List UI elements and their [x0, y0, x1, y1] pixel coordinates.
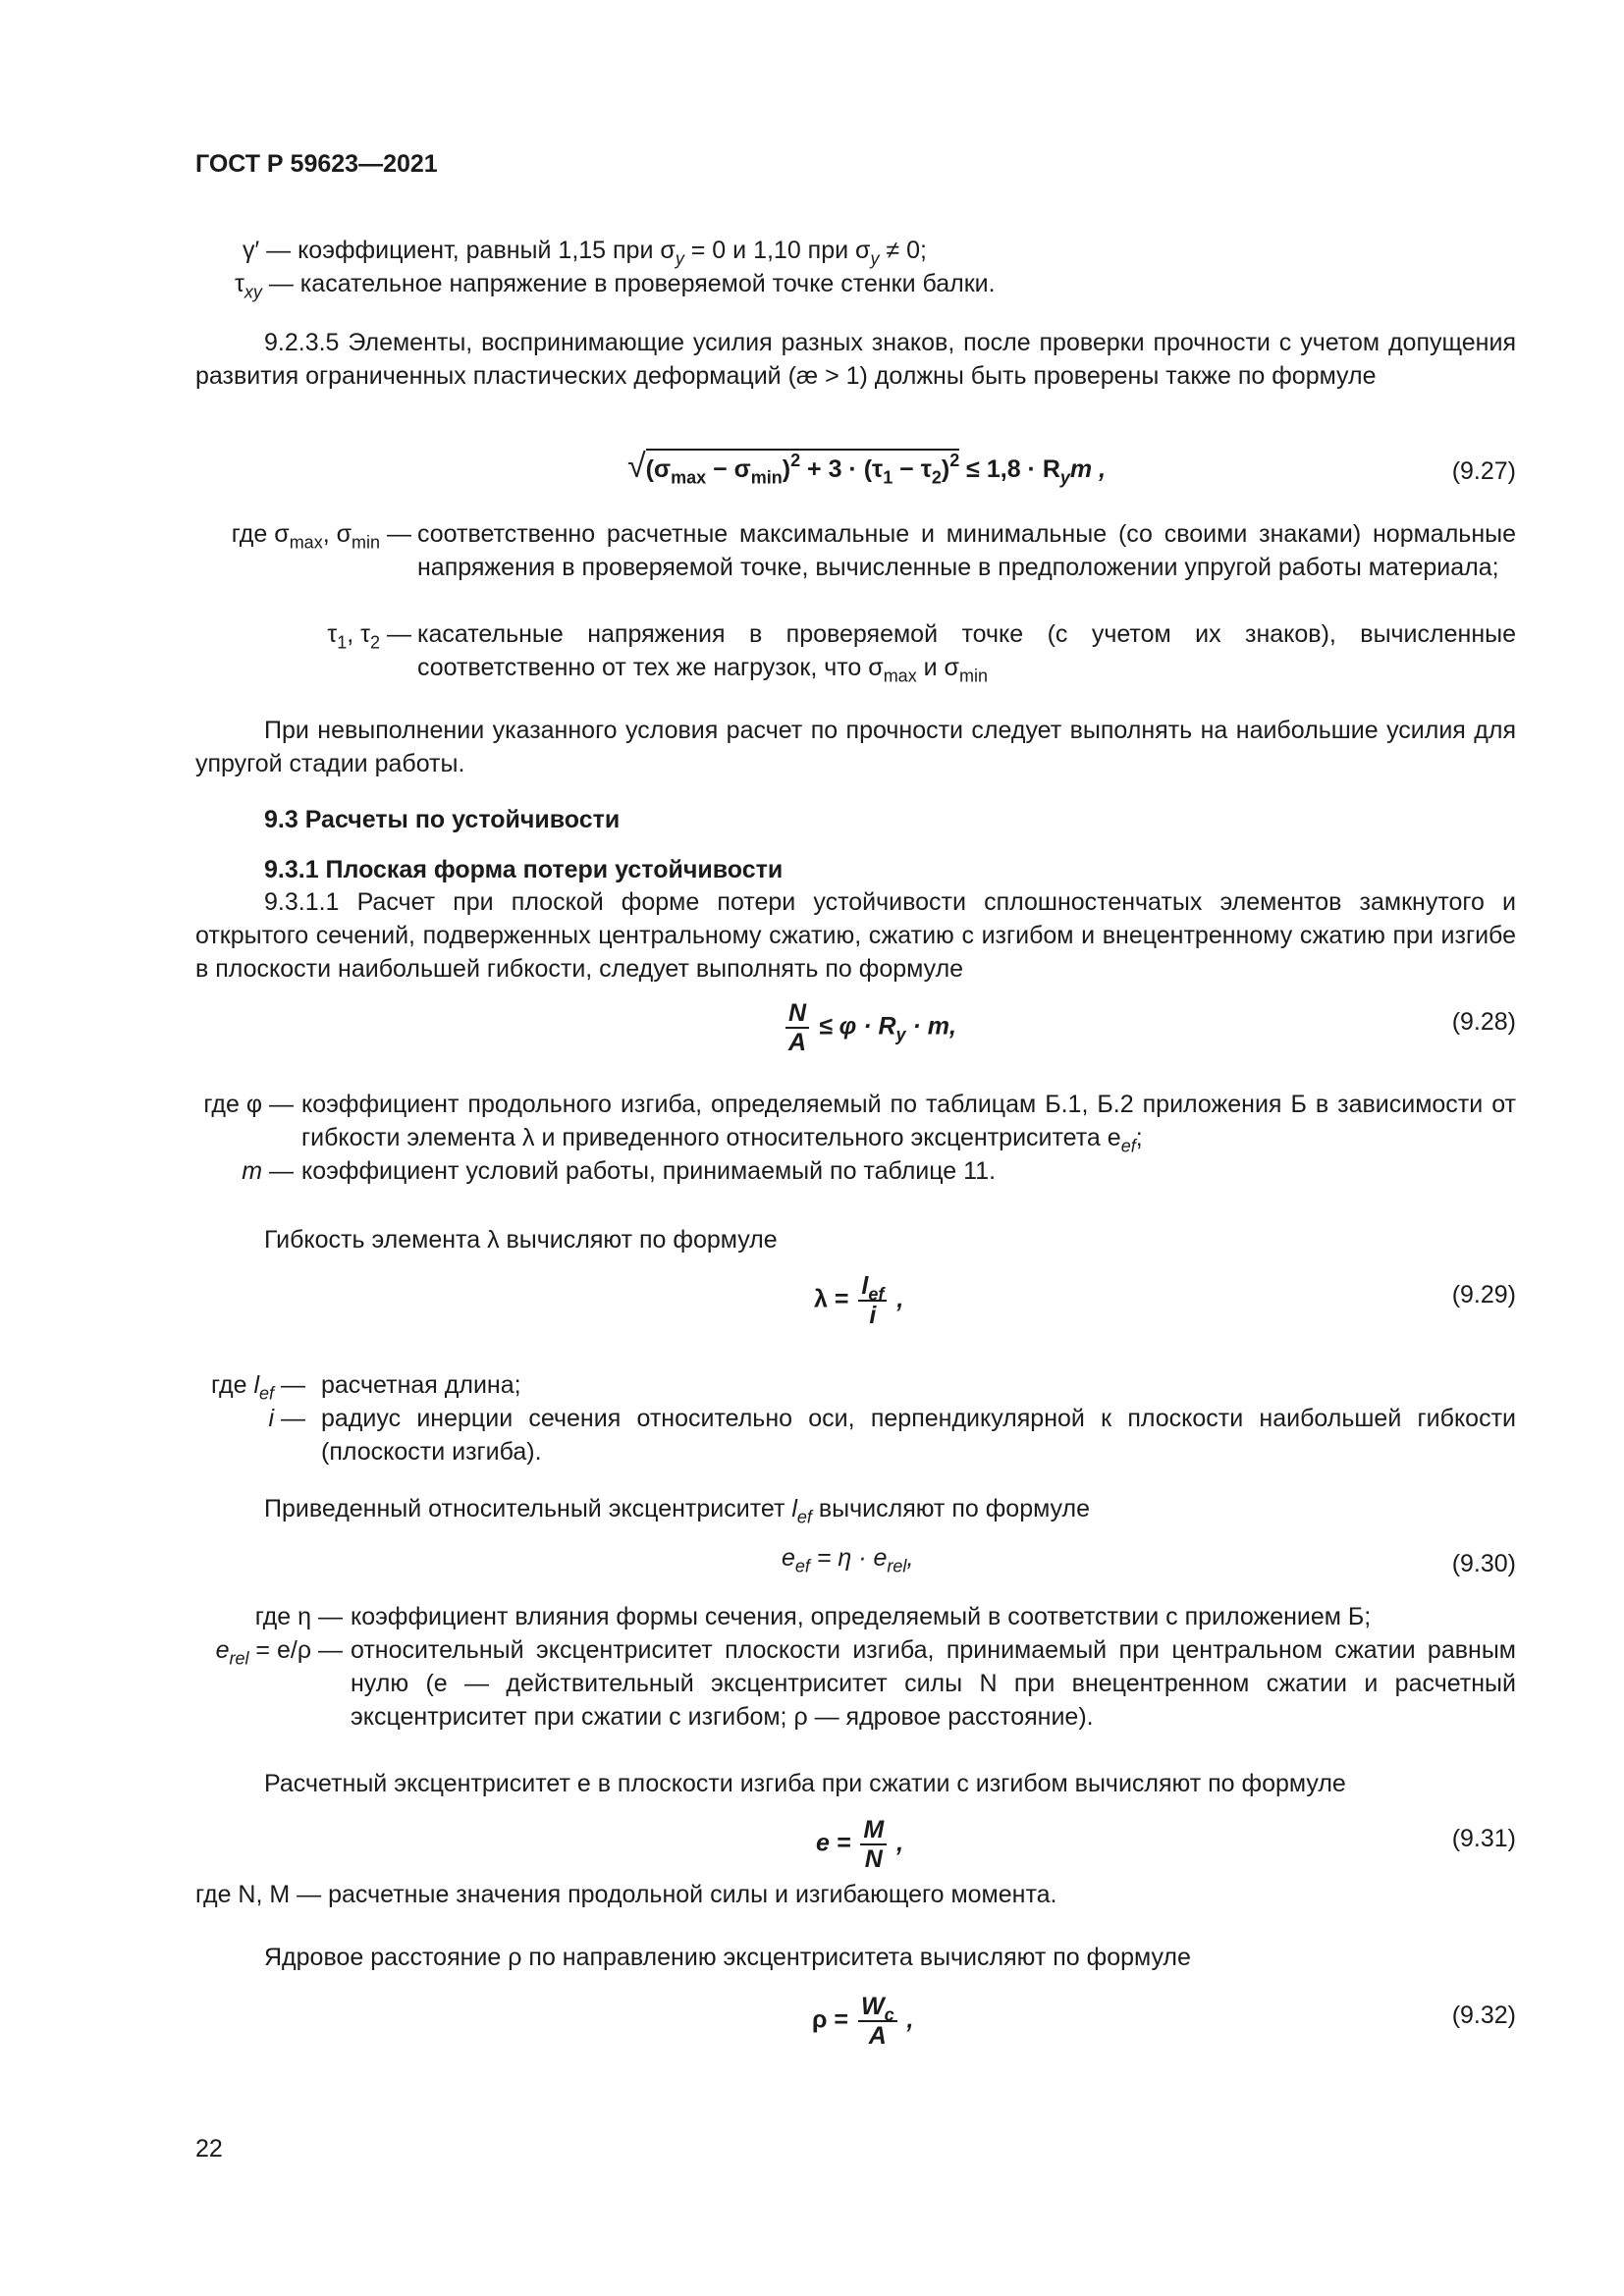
term-part: = e/ρ — [248, 1636, 312, 1664]
legend-9-27 — [195, 517, 1516, 694]
sqrt-sign: √ — [627, 448, 646, 485]
fraction — [785, 999, 809, 1056]
fraction — [858, 1993, 897, 2050]
desc-sub: ef — [1120, 1136, 1136, 1156]
term-part: τ — [327, 620, 338, 648]
term-sub: ef — [259, 1383, 275, 1404]
eq-part: (σ — [645, 455, 672, 483]
paragraph-e: Расчетный эксцентриситет e в плоскости изгиба при сжатии с изгибом вычисляют по формуле — [264, 1770, 1346, 1797]
sqrt-content — [646, 449, 960, 486]
fraction-numerator — [858, 1272, 887, 1305]
legend-term: i — — [268, 1405, 305, 1432]
fraction — [858, 1272, 887, 1329]
desc-part: касательные напряжения в проверяемой точке (с учетом их знаков), вычисленные соответственно от тех же нагрузок, что σ — [417, 620, 1516, 681]
eq-sub: min — [750, 467, 783, 488]
legend-desc: коэффициент влияния формы сечения, определяемый в соответствии с приложением Б; — [351, 1603, 1372, 1630]
eq-sub: 2 — [931, 467, 942, 488]
eq-part: , — [890, 1285, 904, 1313]
legend-term: γ′ — [243, 237, 260, 264]
desc-sub: max — [883, 666, 917, 686]
equation-body — [782, 1541, 913, 1575]
page-number: 22 — [195, 2135, 223, 2163]
term-part: φ — [245, 1091, 263, 1118]
legend-desc: коэффициент условий работы, принимаемый по таблице 11. — [301, 1157, 997, 1185]
eq-part: ≤ φ · R — [812, 1012, 896, 1041]
eq-part: e — [782, 1544, 795, 1572]
legend-term: где $l_{ef}$ — — [211, 1371, 305, 1404]
fraction — [860, 1816, 887, 1873]
legend-prefix: где — [231, 520, 268, 548]
equation-9-27 — [195, 449, 1516, 507]
legend-desc: расчетная длина; — [321, 1371, 521, 1399]
eq-sup: 2 — [790, 451, 801, 471]
eq-part: m , — [1069, 455, 1107, 483]
fraction-denominator: A — [868, 2022, 887, 2050]
equation-9-28 — [195, 999, 1516, 1058]
eq-part: = η · e — [809, 1544, 888, 1572]
legend-row: $\tau_{xy}$ — касательное напряжение в проверяемой точке стенки балки. — [235, 270, 996, 302]
legend-9-28 — [195, 1088, 1516, 1196]
term-sub: max — [289, 532, 323, 553]
eq-part: , — [899, 2005, 914, 2034]
equation-number: (9.27) — [1451, 457, 1516, 485]
equation-body — [812, 1993, 914, 2050]
eq-part: , — [890, 1829, 904, 1857]
text-part: Приведенный относительный эксцентриситет — [264, 1495, 792, 1522]
legend-prefix: где — [211, 1371, 247, 1399]
term-sub: rel — [229, 1648, 249, 1669]
eq-sub: y — [1059, 467, 1070, 488]
legend-desc: ≠ 0; — [879, 237, 927, 264]
paragraph-93111: 9.3.1.1 Расчет при плоской форме потери устойчивости сплошностенчатых элементов замкнутого и открытого сечений, подверженных центральному сжатию, сжатию с изгибом и внецентренному сжатию при изгибе в плоскости наибольшей гибкости, следует выполнять по формуле — [195, 888, 1516, 983]
term-sub: min — [352, 532, 381, 553]
eq-sub: rel — [887, 1556, 907, 1576]
term-part: , τ — [347, 620, 371, 648]
term-part: l — [253, 1371, 260, 1399]
equation-number: (9.29) — [1451, 1281, 1516, 1308]
term-part: e — [215, 1636, 230, 1664]
section-heading-9-3-1: 9.3.1 Плоская форма потери устойчивости — [264, 856, 784, 883]
eq-part: ) — [941, 455, 950, 483]
equation-number: (9.30) — [1451, 1550, 1516, 1577]
legend-term: где φ — — [203, 1091, 294, 1118]
legend-desc — [301, 1088, 1516, 1154]
equation-number: (9.31) — [1451, 1825, 1516, 1852]
legend-desc: = 0 и 1,10 при σ — [683, 237, 871, 264]
legend-row: γ′ — коэффициент, равный 1,15 при $\sigma_y = 0$ и 1,10 при $\sigma_y \ne 0$; — [243, 237, 927, 269]
legend-term: τ — [235, 270, 244, 297]
eq-sub: max — [671, 467, 707, 488]
eq-sub: y — [895, 1024, 906, 1044]
term-sub: 2 — [370, 632, 381, 653]
fraction-numerator: N — [785, 999, 809, 1029]
fraction-numerator — [858, 1993, 897, 2025]
eq-sub: ef — [794, 1556, 810, 1576]
legend-sub: xy — [244, 282, 262, 302]
legend-top — [195, 234, 1516, 302]
paragraph-rho: Ядровое расстояние ρ по направлению эксцентриситета вычисляют по формуле — [264, 1944, 1191, 1971]
fraction-denominator: A — [788, 1029, 807, 1056]
eq-part: ρ = — [812, 2005, 855, 2034]
equation-body — [816, 1816, 903, 1873]
eq-part: , — [906, 1544, 914, 1572]
legend-term: где $\sigma_{max}$, $\sigma_{min}$ — — [231, 520, 411, 553]
fraction-denominator: i — [869, 1302, 877, 1329]
eq-part: · m, — [905, 1012, 956, 1041]
eq-sup: 2 — [949, 451, 960, 471]
equation-9-29 — [195, 1272, 1516, 1331]
standard-header: ГОСТ Р 59623—2021 — [195, 150, 438, 178]
equation-9-30 — [195, 1541, 1516, 1600]
eq-part: e = — [816, 1829, 858, 1857]
term-sub: 1 — [337, 632, 348, 653]
eq-sub: ef — [868, 1284, 885, 1305]
term-part: i — [268, 1405, 275, 1432]
legend-term: $e_{rel} = e/\rho$ — — [215, 1636, 343, 1669]
paragraph-9235: 9.2.3.5 Элементы, воспринимающие усилия разных знаков, после проверки прочности с учетом допущения развития ограниченных пластических деформаций (æ > 1) должны быть проверены также по формуле — [195, 329, 1516, 390]
eq-sub: 1 — [883, 467, 893, 488]
legend-9-30 — [195, 1600, 1516, 1747]
paragraph-eef — [195, 1492, 1516, 1525]
legend-sub: y — [675, 248, 684, 269]
legend-desc: радиус инерции сечения относительно оси, перпендикулярной к плоскости наибольшей гибкости (плоскости изгиба). — [321, 1405, 1516, 1466]
desc-part: ; — [1135, 1124, 1143, 1151]
term-part: m — [242, 1157, 263, 1185]
eq-part: ≤ 1,8 · R — [959, 455, 1060, 483]
eq-part: − τ — [893, 455, 932, 483]
text-part: вычисляют по формуле — [811, 1495, 1091, 1522]
desc-sub: min — [959, 666, 989, 686]
desc-part: и σ — [916, 654, 959, 681]
fraction-numerator: M — [860, 1816, 887, 1845]
section-heading-9-3: 9.3 Расчеты по устойчивости — [264, 806, 621, 833]
eq-part: + 3 · (τ — [800, 455, 884, 483]
eq-sub: c — [884, 2004, 894, 2025]
text-var: l — [791, 1495, 797, 1522]
legend-sub: y — [870, 248, 880, 269]
desc-part: коэффициент продольного изгиба, определяемый по таблицам Б.1, Б.2 приложения Б в зависимости от гибкости элемента λ и приведенного относительного эксцентриситета e — [301, 1091, 1516, 1151]
fraction-denominator: N — [864, 1845, 883, 1873]
equation-number: (9.32) — [1451, 2002, 1516, 2029]
equation-number: (9.28) — [1451, 1008, 1516, 1036]
term-part: , σ — [322, 520, 352, 548]
paragraph-fail: При невыполнении указанного условия расчет по прочности следует выполнять на наибольшие усилия для упругой стадии работы. — [195, 717, 1516, 777]
legend-9-31: где N, M — расчетные значения продольной силы и изгибающего момента. — [195, 1881, 1057, 1908]
eq-part: ) — [782, 455, 791, 483]
equation-body — [783, 999, 956, 1056]
legend-prefix: где — [254, 1603, 292, 1630]
legend-prefix: где — [203, 1091, 240, 1118]
term-part: η — [298, 1603, 312, 1630]
legend-desc: касательное напряжение в проверяемой точке стенки балки. — [299, 270, 996, 297]
legend-desc: коэффициент, равный 1,15 при σ — [298, 237, 676, 264]
eq-part: W — [860, 1993, 885, 2020]
text-sub: ef — [796, 1507, 812, 1527]
eq-part: l — [861, 1272, 869, 1300]
equation-9-32 — [195, 1993, 1516, 2052]
equation-9-31 — [195, 1816, 1516, 1875]
legend-desc — [417, 617, 1516, 684]
legend-desc: соответственно расчетные максимальные и минимальные (со своими знаками) нормальные напряжения в проверяемой точке, вычисленные в предположении упругой работы материала; — [417, 520, 1516, 581]
eq-part: − σ — [706, 455, 751, 483]
legend-desc: относительный эксцентриситет плоскости изгиба, принимаемый при центральном сжатии равным нулю (e — действительный эксцентриситет силы N при внецентренном сжатии и расчетный эксцентриситет при сжатии с изгибом; ρ — ядровое расстояние). — [351, 1636, 1516, 1731]
legend-term: $\tau_1$, $\tau_2$ — — [327, 620, 411, 653]
paragraph-lambda: Гибкость элемента λ вычисляют по формуле — [264, 1226, 778, 1254]
legend-9-29 — [195, 1368, 1516, 1476]
equation-body — [814, 1272, 903, 1329]
legend-term: m — — [242, 1157, 294, 1185]
legend-term: где η — — [254, 1603, 343, 1630]
eq-part: λ = — [814, 1285, 856, 1313]
term-part: σ — [274, 520, 290, 548]
equation-body — [627, 449, 1106, 486]
